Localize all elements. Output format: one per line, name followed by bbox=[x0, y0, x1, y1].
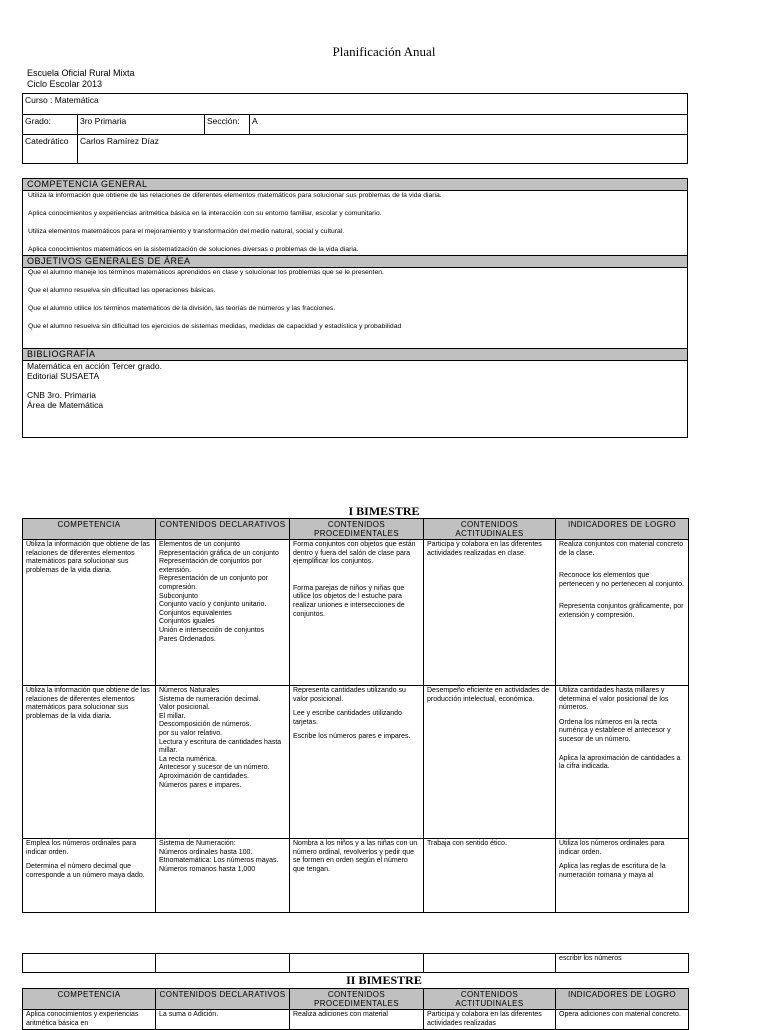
bimestre-2-title: II BIMESTRE bbox=[346, 973, 422, 987]
decl-item: Subconjunto bbox=[159, 592, 198, 600]
objetivo-item: Que el alumno maneje los términos matemáticos aprendidos en clase y solucionar los problemas que se le presenten. bbox=[28, 269, 384, 276]
decl-item: Conjunto vacío y conjunto unitario. bbox=[159, 601, 267, 609]
bibliografia-heading: BIBLIOGRAFÍA bbox=[23, 348, 687, 361]
actitudinales-cell: Participa y colabora en las diferentes actividades realizadas en clase. bbox=[424, 540, 556, 686]
comp-item: Emplea los números ordinales para indicar orden. bbox=[26, 840, 137, 856]
decl-item: Números ordinales hasta 100. bbox=[159, 848, 253, 856]
procedimentales-cell: Nombra a los niños y a las niñas con un número ordinal, revolverlos y pedir que se formen en orden según el número que tengan. bbox=[290, 839, 424, 913]
declarativos-cell bbox=[156, 686, 290, 839]
procedimentales-cell bbox=[290, 540, 424, 686]
info-table bbox=[22, 93, 688, 164]
decl-item: Números pares e impares. bbox=[159, 781, 242, 789]
indicadores-cell bbox=[556, 839, 689, 913]
decl-item: Unión e intersección de conjuntos bbox=[159, 626, 265, 634]
proc-item: Lee y escribe cantidades utilizando tarjetas. bbox=[293, 710, 402, 726]
indicadores-cell: Opera adiciones con material concreto. bbox=[556, 1010, 689, 1030]
decl-item: Lectura y escritura de cantidades hasta millar. bbox=[159, 738, 282, 755]
ind-item: Utiliza los números ordinales para indicar orden. bbox=[559, 840, 665, 856]
decl-item: Descomposición de números. bbox=[159, 721, 252, 729]
decl-item: por su valor relativo. bbox=[159, 729, 223, 737]
declarativos-cell bbox=[156, 839, 290, 913]
ind-item: Representa conjuntos gráficamente, por extensión y compresión. bbox=[559, 603, 684, 619]
table-row bbox=[23, 686, 689, 839]
decl-item: Etnomatemática: Los números mayas. bbox=[159, 857, 279, 865]
objetivos-heading: OBJETIVOS GENERALES DE ÁREA bbox=[23, 255, 687, 268]
decl-item: Números romanos hasta 1,000 bbox=[159, 865, 256, 873]
col-header: CONTENIDOS DECLARATIVOS bbox=[156, 519, 290, 540]
bibliografia-line: CNB 3ro. Primaria bbox=[27, 390, 96, 400]
decl-item: Representación de un conjunto por compresión. bbox=[159, 575, 268, 591]
comp-item: Determina el número decimal que corresponde a un número maya dado. bbox=[26, 863, 145, 879]
decl-item: Números Naturales bbox=[159, 687, 220, 694]
col-header: CONTENIDOS PROCEDIMENTALES bbox=[290, 989, 424, 1010]
ind-item: Ordena los números en la recta numérica y establece el antecesor y sucesor de un número. bbox=[559, 718, 671, 743]
proc-item: Representa cantidades utilizando su valor posicional. bbox=[293, 687, 406, 703]
school-header bbox=[27, 68, 135, 90]
col-header: COMPETENCIA bbox=[23, 989, 156, 1010]
grado-value: 3ro Primaria bbox=[78, 115, 205, 135]
ind-item: Reconoce los elementos que pertenecen y no pertenecen al conjunto. bbox=[559, 572, 684, 588]
decl-item: Aproximación de cantidades. bbox=[159, 772, 249, 780]
page-title: Planificación Anual bbox=[332, 44, 436, 59]
declarativos-cell: La suma o Adición. bbox=[156, 1010, 290, 1030]
ind-item: Utiliza cantidades hasta millares y determina el valor posicional de los números. bbox=[559, 687, 669, 712]
table-row bbox=[23, 1010, 689, 1030]
school-cycle: Ciclo Escolar 2013 bbox=[27, 79, 103, 89]
decl-item: Conjuntos iguales bbox=[159, 618, 215, 626]
decl-item: Representación de conjuntos por extensión. bbox=[159, 558, 262, 574]
decl-item: Elementos de un conjunto bbox=[159, 541, 240, 548]
ind-item: Aplica las reglas de escritura de la numeración romana y maya al bbox=[559, 863, 666, 879]
decl-item: Representación gráfica de un conjunto bbox=[159, 549, 279, 557]
competencia-item: Aplica conocimientos matemáticos en la sistematización de soluciones diversas o problemas de la vida diaria. bbox=[28, 246, 359, 253]
competencia-item: Aplica conocimientos y experiencias aritmética básica en la interacción con su entorno familiar, escolar y comunitario. bbox=[28, 210, 382, 217]
grado-label: Grado: bbox=[23, 115, 78, 135]
continuation-table bbox=[22, 953, 689, 973]
curso-cell: Curso : Matemática bbox=[23, 94, 688, 115]
seccion-value: A bbox=[250, 115, 688, 135]
competencia-cell: Utiliza la información que obtiene de las relaciones de diferentes elementos matemáticos para solucionar sus problemas de la vida diaria. bbox=[23, 686, 156, 839]
objetivo-item: Que el alumno resuelva sin dificultad las operaciones básicas. bbox=[28, 287, 216, 294]
col-header: CONTENIDOS PROCEDIMENTALES bbox=[290, 519, 424, 540]
competencia-cell: Aplica conocimientos y experiencias aritmética básica en bbox=[23, 1010, 156, 1030]
table-row bbox=[23, 839, 689, 913]
proc-item: Escribe los números pares e impares. bbox=[293, 733, 411, 741]
col-header: INDICADORES DE LOGRO bbox=[556, 519, 689, 540]
catedratico-value: Carlos Ramírez Díaz bbox=[78, 135, 688, 164]
decl-item: La recta numérica. bbox=[159, 755, 217, 763]
competencia-cell bbox=[23, 839, 156, 913]
decl-item: Antecesor y sucesor de un número. bbox=[159, 764, 270, 772]
col-header: CONTENIDOS DECLARATIVOS bbox=[156, 989, 290, 1010]
table-row bbox=[23, 954, 689, 973]
actitudinales-cell: Trabaja con sentido ético. bbox=[424, 839, 556, 913]
competencia-general-heading: COMPETENCIA GENERAL bbox=[23, 179, 687, 191]
decl-item: El millar. bbox=[159, 712, 186, 720]
objetivo-item: Que el alumno resuelva sin dificultad los ejercicios de sistemas medidas, medidas de capacidad y estadística y probabilidad bbox=[28, 323, 402, 330]
col-header: COMPETENCIA bbox=[23, 519, 156, 540]
proc-item: Forma parejas de niños y niñas que utilice los objetos de l estuche para realizar uniones e intersecciones de conjuntos. bbox=[293, 584, 405, 618]
table-row bbox=[23, 540, 689, 686]
decl-item: Sistema de Numeración: bbox=[159, 840, 236, 847]
bibliografia-line: Área de Matemática bbox=[27, 400, 104, 410]
bimestre-1-title: I BIMESTRE bbox=[348, 504, 420, 518]
competencia-cell: Utiliza la información que obtiene de las relaciones de diferentes elementos matemáticos para solucionar sus problemas de la vida diaria. bbox=[23, 540, 156, 686]
indicadores-cell bbox=[556, 540, 689, 686]
competencia-item: Utiliza elementos matemáticos para el mejoramiento y transformación del medio natural, social y cultural. bbox=[28, 228, 345, 235]
proc-item: Forma conjuntos con objetos que están dentro y fuera del salón de clase para ejemplificar los conjuntos. bbox=[293, 541, 416, 566]
decl-item: Conjuntos equivalentes bbox=[159, 609, 232, 617]
catedratico-label: Catedrático bbox=[23, 135, 78, 164]
indicadores-cell: escribir los números bbox=[556, 954, 689, 973]
col-header: INDICADORES DE LOGRO bbox=[556, 989, 689, 1010]
col-header: CONTENIDOS ACTITUDINALES bbox=[424, 989, 556, 1010]
decl-item: Valor posicional. bbox=[159, 704, 210, 712]
general-box bbox=[22, 178, 688, 438]
objetivo-item: Que el alumno utilice los términos matemáticos de la división, las teorías de números y las fracciones. bbox=[28, 305, 336, 312]
decl-item: Pares Ordenados. bbox=[159, 635, 216, 643]
ind-item: Aplica la aproximación de cantidades a la cifra indicada. bbox=[559, 754, 681, 771]
decl-item: Sistema de numeración decimal. bbox=[159, 695, 261, 703]
competencia-item: Utiliza la información que obtiene de las relaciones de diferentes elementos matemáticos para solucionar sus problemas de la vida diaria. bbox=[28, 192, 442, 199]
ind-item: Realiza conjuntos con material concreto de la clase. bbox=[559, 541, 684, 557]
col-header: CONTENIDOS ACTITUDINALES bbox=[424, 519, 556, 540]
bibliografia-line: Editorial SUSAETA bbox=[27, 371, 100, 381]
procedimentales-cell bbox=[290, 686, 424, 839]
school-name: Escuela Oficial Rural Mixta bbox=[27, 68, 135, 78]
declarativos-cell bbox=[156, 540, 290, 686]
indicadores-cell bbox=[556, 686, 689, 839]
bibliografia-line: Matemática en acción Tercer grado. bbox=[27, 361, 162, 371]
seccion-label: Sección: bbox=[205, 115, 250, 135]
procedimentales-cell: Realiza adiciones con material bbox=[290, 1010, 424, 1030]
actitudinales-cell: Desempeño eficiente en actividades de producción intelectual, económica. bbox=[424, 686, 556, 839]
bimestre-1-table bbox=[22, 518, 689, 913]
actitudinales-cell: Participa y colabora en las diferentes actividades realizadas bbox=[424, 1010, 556, 1030]
